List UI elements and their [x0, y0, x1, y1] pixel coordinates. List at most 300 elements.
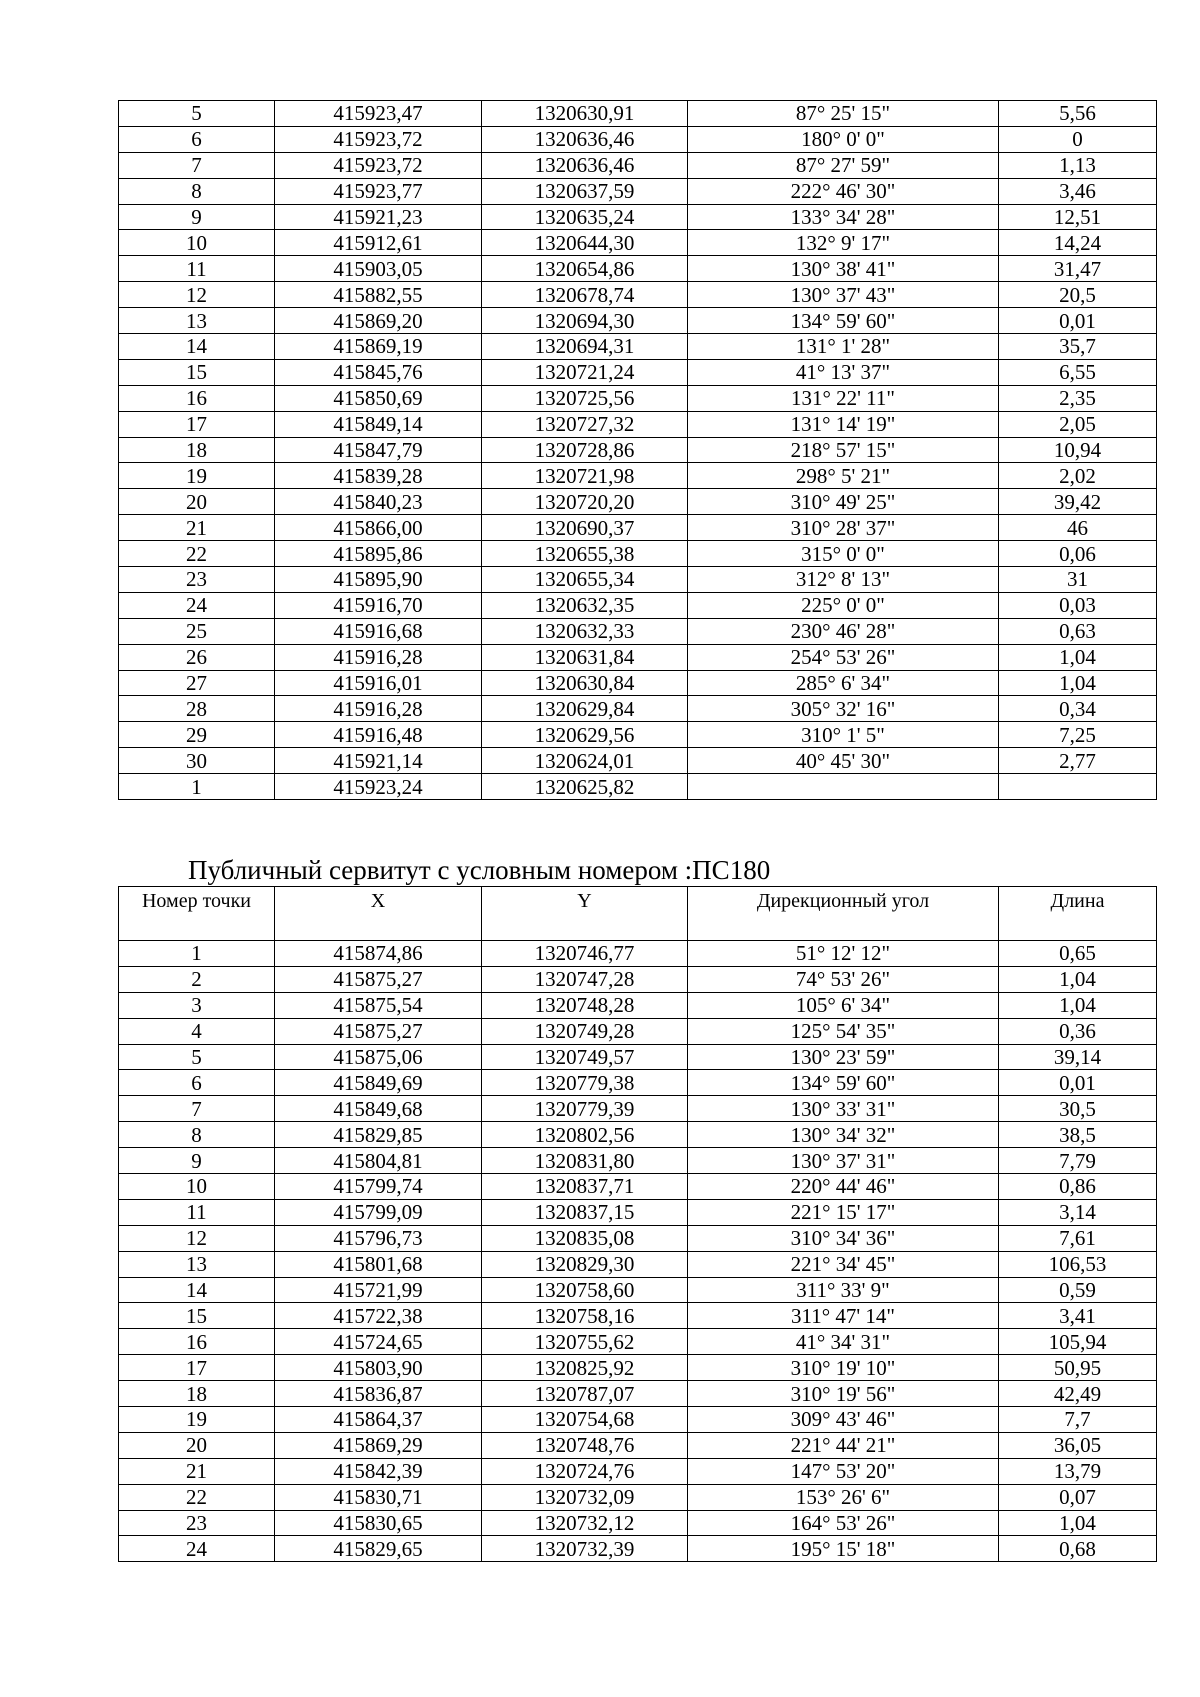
- cell-y: 1320732,39: [482, 1536, 688, 1562]
- table-row: [119, 1407, 1157, 1433]
- cell-point-number: 20: [119, 1432, 275, 1458]
- cell-direction-angle: 125° 54' 35": [688, 1018, 999, 1044]
- cell-x: 415847,79: [275, 437, 482, 463]
- cell-x: 415866,00: [275, 515, 482, 541]
- table-row: [119, 644, 1157, 670]
- cell-x: 415916,48: [275, 722, 482, 748]
- cell-point-number: 23: [119, 567, 275, 593]
- cell-point-number: 17: [119, 411, 275, 437]
- cell-y: 1320732,09: [482, 1484, 688, 1510]
- cell-y: 1320755,62: [482, 1329, 688, 1355]
- cell-x: 415895,86: [275, 541, 482, 567]
- cell-direction-angle: 195° 15' 18": [688, 1536, 999, 1562]
- cell-x: 415724,65: [275, 1329, 482, 1355]
- cell-length: 3,14: [999, 1199, 1157, 1225]
- table-row: [119, 567, 1157, 593]
- table-row: [119, 515, 1157, 541]
- cell-y: 1320694,31: [482, 334, 688, 360]
- table-row: [119, 1070, 1157, 1096]
- cell-length: 0: [999, 126, 1157, 152]
- table-row: [119, 966, 1157, 992]
- cell-point-number: 17: [119, 1355, 275, 1381]
- cell-direction-angle: 180° 0' 0": [688, 126, 999, 152]
- cell-length: 0,01: [999, 1070, 1157, 1096]
- table-row: [119, 1432, 1157, 1458]
- table-row: [119, 1510, 1157, 1536]
- table-row: [119, 941, 1157, 967]
- cell-x: 415801,68: [275, 1251, 482, 1277]
- cell-direction-angle: 310° 49' 25": [688, 489, 999, 515]
- cell-y: 1320629,56: [482, 722, 688, 748]
- cell-y: 1320835,08: [482, 1225, 688, 1251]
- cell-x: 415849,14: [275, 411, 482, 437]
- cell-direction-angle: 221° 44' 21": [688, 1432, 999, 1458]
- cell-length: 2,02: [999, 463, 1157, 489]
- cell-direction-angle: 130° 34' 32": [688, 1122, 999, 1148]
- cell-direction-angle: 311° 33' 9": [688, 1277, 999, 1303]
- table-row: [119, 1329, 1157, 1355]
- header-point-number: Номер точки: [119, 887, 275, 941]
- table-row: [119, 230, 1157, 256]
- cell-direction-angle: 131° 14' 19": [688, 411, 999, 437]
- cell-y: 1320635,24: [482, 204, 688, 230]
- cell-point-number: 2: [119, 966, 275, 992]
- cell-x: 415882,55: [275, 282, 482, 308]
- cell-length: 39,42: [999, 489, 1157, 515]
- table-row: [119, 463, 1157, 489]
- cell-x: 415916,01: [275, 670, 482, 696]
- table-row: [119, 1277, 1157, 1303]
- cell-x: 415796,73: [275, 1225, 482, 1251]
- cell-direction-angle: 131° 1' 28": [688, 334, 999, 360]
- cell-y: 1320721,98: [482, 463, 688, 489]
- cell-length: 36,05: [999, 1432, 1157, 1458]
- cell-length: 2,05: [999, 411, 1157, 437]
- cell-length: 1,04: [999, 1510, 1157, 1536]
- cell-x: 415829,85: [275, 1122, 482, 1148]
- cell-point-number: 9: [119, 204, 275, 230]
- cell-length: 10,94: [999, 437, 1157, 463]
- table-row: [119, 670, 1157, 696]
- cell-length: 0,01: [999, 308, 1157, 334]
- cell-x: 415923,72: [275, 152, 482, 178]
- cell-y: 1320748,76: [482, 1432, 688, 1458]
- cell-x: 415916,70: [275, 592, 482, 618]
- cell-x: 415869,19: [275, 334, 482, 360]
- cell-point-number: 30: [119, 748, 275, 774]
- cell-length: 14,24: [999, 230, 1157, 256]
- cell-direction-angle: 133° 34' 28": [688, 204, 999, 230]
- cell-y: 1320727,32: [482, 411, 688, 437]
- cell-length: 7,7: [999, 1407, 1157, 1433]
- table-row: [119, 992, 1157, 1018]
- table-row: [119, 696, 1157, 722]
- cell-direction-angle: 130° 37' 31": [688, 1148, 999, 1174]
- cell-direction-angle: 285° 6' 34": [688, 670, 999, 696]
- cell-point-number: 9: [119, 1148, 275, 1174]
- cell-y: 1320690,37: [482, 515, 688, 541]
- header-length: Длина: [999, 887, 1157, 941]
- cell-x: 415875,54: [275, 992, 482, 1018]
- cell-x: 415864,37: [275, 1407, 482, 1433]
- cell-point-number: 11: [119, 256, 275, 282]
- cell-point-number: 7: [119, 152, 275, 178]
- cell-length: 5,56: [999, 101, 1157, 127]
- cell-direction-angle: 311° 47' 14": [688, 1303, 999, 1329]
- cell-direction-angle: 164° 53' 26": [688, 1510, 999, 1536]
- cell-point-number: 8: [119, 178, 275, 204]
- cell-direction-angle: 87° 25' 15": [688, 101, 999, 127]
- table-row: [119, 722, 1157, 748]
- cell-x: 415923,47: [275, 101, 482, 127]
- cell-x: 415903,05: [275, 256, 482, 282]
- cell-direction-angle: [688, 774, 999, 800]
- cell-length: 0,06: [999, 541, 1157, 567]
- cell-y: 1320644,30: [482, 230, 688, 256]
- cell-y: 1320758,16: [482, 1303, 688, 1329]
- cell-x: 415875,06: [275, 1044, 482, 1070]
- cell-direction-angle: 51° 12' 12": [688, 941, 999, 967]
- cell-x: 415895,90: [275, 567, 482, 593]
- cell-length: 38,5: [999, 1122, 1157, 1148]
- cell-point-number: 8: [119, 1122, 275, 1148]
- cell-length: 1,13: [999, 152, 1157, 178]
- cell-x: 415916,28: [275, 644, 482, 670]
- cell-length: 7,79: [999, 1148, 1157, 1174]
- cell-point-number: 21: [119, 515, 275, 541]
- cell-direction-angle: 147° 53' 20": [688, 1458, 999, 1484]
- coordinates-table-pc180: [118, 886, 1157, 1562]
- cell-direction-angle: 221° 34' 45": [688, 1251, 999, 1277]
- table-row: [119, 1174, 1157, 1200]
- cell-direction-angle: 230° 46' 28": [688, 618, 999, 644]
- cell-point-number: 19: [119, 1407, 275, 1433]
- cell-x: 415840,23: [275, 489, 482, 515]
- table-row: [119, 1122, 1157, 1148]
- cell-direction-angle: 298° 5' 21": [688, 463, 999, 489]
- cell-y: 1320625,82: [482, 774, 688, 800]
- cell-direction-angle: 310° 1' 5": [688, 722, 999, 748]
- cell-point-number: 3: [119, 992, 275, 1018]
- cell-y: 1320721,24: [482, 359, 688, 385]
- cell-length: 6,55: [999, 359, 1157, 385]
- table-row: [119, 282, 1157, 308]
- cell-x: 415829,65: [275, 1536, 482, 1562]
- cell-y: 1320732,12: [482, 1510, 688, 1536]
- cell-x: 415923,77: [275, 178, 482, 204]
- cell-x: 415836,87: [275, 1381, 482, 1407]
- cell-length: 0,34: [999, 696, 1157, 722]
- cell-length: 13,79: [999, 1458, 1157, 1484]
- cell-x: 415912,61: [275, 230, 482, 256]
- cell-y: 1320747,28: [482, 966, 688, 992]
- cell-direction-angle: 74° 53' 26": [688, 966, 999, 992]
- cell-x: 415722,38: [275, 1303, 482, 1329]
- cell-x: 415916,68: [275, 618, 482, 644]
- cell-x: 415803,90: [275, 1355, 482, 1381]
- cell-y: 1320636,46: [482, 126, 688, 152]
- cell-y: 1320787,07: [482, 1381, 688, 1407]
- cell-x: 415721,99: [275, 1277, 482, 1303]
- cell-y: 1320748,28: [482, 992, 688, 1018]
- cell-y: 1320746,77: [482, 941, 688, 967]
- cell-point-number: 12: [119, 1225, 275, 1251]
- cell-y: 1320678,74: [482, 282, 688, 308]
- cell-x: 415921,14: [275, 748, 482, 774]
- table-row: [119, 1199, 1157, 1225]
- table-row: [119, 101, 1157, 127]
- cell-point-number: 16: [119, 385, 275, 411]
- cell-x: 415850,69: [275, 385, 482, 411]
- cell-length: 30,5: [999, 1096, 1157, 1122]
- table-row: [119, 178, 1157, 204]
- cell-y: 1320632,35: [482, 592, 688, 618]
- cell-direction-angle: 134° 59' 60": [688, 308, 999, 334]
- cell-direction-angle: 130° 38' 41": [688, 256, 999, 282]
- cell-direction-angle: 220° 44' 46": [688, 1174, 999, 1200]
- cell-point-number: 24: [119, 1536, 275, 1562]
- cell-length: 39,14: [999, 1044, 1157, 1070]
- cell-length: 7,25: [999, 722, 1157, 748]
- cell-direction-angle: 40° 45' 30": [688, 748, 999, 774]
- cell-direction-angle: 225° 0' 0": [688, 592, 999, 618]
- coordinates-table-body: [119, 941, 1157, 1562]
- cell-x: 415923,24: [275, 774, 482, 800]
- cell-direction-angle: 131° 22' 11": [688, 385, 999, 411]
- table-row: [119, 256, 1157, 282]
- cell-point-number: 1: [119, 941, 275, 967]
- cell-y: 1320837,71: [482, 1174, 688, 1200]
- header-row: [119, 887, 1157, 941]
- table-row: [119, 1096, 1157, 1122]
- cell-point-number: 15: [119, 1303, 275, 1329]
- table-row: [119, 385, 1157, 411]
- table-row: [119, 592, 1157, 618]
- cell-length: 3,46: [999, 178, 1157, 204]
- cell-length: 2,35: [999, 385, 1157, 411]
- cell-point-number: 29: [119, 722, 275, 748]
- table-row: [119, 1225, 1157, 1251]
- cell-x: 415799,74: [275, 1174, 482, 1200]
- cell-point-number: 18: [119, 437, 275, 463]
- cell-length: 1,04: [999, 670, 1157, 696]
- cell-length: 1,04: [999, 644, 1157, 670]
- cell-length: 105,94: [999, 1329, 1157, 1355]
- cell-point-number: 27: [119, 670, 275, 696]
- cell-x: 415875,27: [275, 966, 482, 992]
- cell-direction-angle: 130° 33' 31": [688, 1096, 999, 1122]
- cell-point-number: 6: [119, 1070, 275, 1096]
- cell-point-number: 23: [119, 1510, 275, 1536]
- cell-point-number: 14: [119, 334, 275, 360]
- cell-x: 415921,23: [275, 204, 482, 230]
- table-row: [119, 411, 1157, 437]
- cell-length: [999, 774, 1157, 800]
- header-direction-angle: Дирекционный угол: [688, 887, 999, 941]
- cell-point-number: 5: [119, 1044, 275, 1070]
- cell-x: 415869,29: [275, 1432, 482, 1458]
- cell-point-number: 22: [119, 1484, 275, 1510]
- cell-length: 0,65: [999, 941, 1157, 967]
- cell-length: 0,03: [999, 592, 1157, 618]
- cell-x: 415916,28: [275, 696, 482, 722]
- cell-y: 1320754,68: [482, 1407, 688, 1433]
- cell-y: 1320632,33: [482, 618, 688, 644]
- table-row: [119, 1458, 1157, 1484]
- cell-direction-angle: 312° 8' 13": [688, 567, 999, 593]
- cell-point-number: 24: [119, 592, 275, 618]
- cell-direction-angle: 218° 57' 15": [688, 437, 999, 463]
- cell-point-number: 19: [119, 463, 275, 489]
- table-row: [119, 1303, 1157, 1329]
- cell-y: 1320728,86: [482, 437, 688, 463]
- cell-direction-angle: 132° 9' 17": [688, 230, 999, 256]
- cell-y: 1320837,15: [482, 1199, 688, 1225]
- table-row: [119, 1018, 1157, 1044]
- cell-direction-angle: 221° 15' 17": [688, 1199, 999, 1225]
- cell-y: 1320637,59: [482, 178, 688, 204]
- cell-y: 1320694,30: [482, 308, 688, 334]
- cell-x: 415839,28: [275, 463, 482, 489]
- cell-length: 0,63: [999, 618, 1157, 644]
- cell-direction-angle: 134° 59' 60": [688, 1070, 999, 1096]
- cell-y: 1320725,56: [482, 385, 688, 411]
- table-row: [119, 126, 1157, 152]
- cell-length: 0,36: [999, 1018, 1157, 1044]
- cell-point-number: 11: [119, 1199, 275, 1225]
- cell-length: 1,04: [999, 992, 1157, 1018]
- cell-point-number: 21: [119, 1458, 275, 1484]
- cell-point-number: 1: [119, 774, 275, 800]
- cell-y: 1320636,46: [482, 152, 688, 178]
- cell-x: 415874,86: [275, 941, 482, 967]
- cell-length: 0,59: [999, 1277, 1157, 1303]
- cell-y: 1320624,01: [482, 748, 688, 774]
- table-row: [119, 334, 1157, 360]
- cell-length: 3,41: [999, 1303, 1157, 1329]
- table-row: [119, 308, 1157, 334]
- table-row: [119, 541, 1157, 567]
- cell-x: 415799,09: [275, 1199, 482, 1225]
- table-row: [119, 1381, 1157, 1407]
- cell-y: 1320758,60: [482, 1277, 688, 1303]
- cell-point-number: 5: [119, 101, 275, 127]
- cell-y: 1320630,91: [482, 101, 688, 127]
- table-row: [119, 1355, 1157, 1381]
- cell-x: 415849,68: [275, 1096, 482, 1122]
- cell-x: 415830,65: [275, 1510, 482, 1536]
- cell-length: 7,61: [999, 1225, 1157, 1251]
- cell-x: 415845,76: [275, 359, 482, 385]
- cell-length: 0,07: [999, 1484, 1157, 1510]
- cell-length: 1,04: [999, 966, 1157, 992]
- cell-y: 1320802,56: [482, 1122, 688, 1148]
- cell-x: 415849,69: [275, 1070, 482, 1096]
- table-row: [119, 1044, 1157, 1070]
- table-row: [119, 1484, 1157, 1510]
- table-row: [119, 204, 1157, 230]
- cell-length: 2,77: [999, 748, 1157, 774]
- section-title: Публичный сервитут с условным номером :ПС180: [188, 855, 771, 885]
- cell-point-number: 28: [119, 696, 275, 722]
- cell-y: 1320831,80: [482, 1148, 688, 1174]
- cell-length: 106,53: [999, 1251, 1157, 1277]
- cell-point-number: 14: [119, 1277, 275, 1303]
- header-y: Y: [482, 887, 688, 941]
- cell-length: 20,5: [999, 282, 1157, 308]
- cell-direction-angle: 310° 19' 56": [688, 1381, 999, 1407]
- cell-y: 1320825,92: [482, 1355, 688, 1381]
- cell-point-number: 16: [119, 1329, 275, 1355]
- cell-x: 415875,27: [275, 1018, 482, 1044]
- table-row: [119, 1251, 1157, 1277]
- cell-length: 35,7: [999, 334, 1157, 360]
- cell-y: 1320654,86: [482, 256, 688, 282]
- cell-y: 1320829,30: [482, 1251, 688, 1277]
- cell-x: 415804,81: [275, 1148, 482, 1174]
- cell-length: 31: [999, 567, 1157, 593]
- cell-x: 415842,39: [275, 1458, 482, 1484]
- cell-y: 1320779,38: [482, 1070, 688, 1096]
- cell-direction-angle: 105° 6' 34": [688, 992, 999, 1018]
- cell-y: 1320779,39: [482, 1096, 688, 1122]
- table-row: [119, 437, 1157, 463]
- cell-point-number: 10: [119, 230, 275, 256]
- cell-y: 1320629,84: [482, 696, 688, 722]
- table-row: [119, 489, 1157, 515]
- table-row: [119, 748, 1157, 774]
- cell-point-number: 6: [119, 126, 275, 152]
- cell-point-number: 13: [119, 1251, 275, 1277]
- cell-direction-angle: 87° 27' 59": [688, 152, 999, 178]
- table-row: [119, 1148, 1157, 1174]
- cell-direction-angle: 41° 13' 37": [688, 359, 999, 385]
- cell-point-number: 26: [119, 644, 275, 670]
- cell-direction-angle: 315° 0' 0": [688, 541, 999, 567]
- table-row: [119, 152, 1157, 178]
- cell-point-number: 12: [119, 282, 275, 308]
- cell-direction-angle: 310° 19' 10": [688, 1355, 999, 1381]
- coordinates-table-body: [119, 101, 1157, 800]
- cell-direction-angle: 309° 43' 46": [688, 1407, 999, 1433]
- table-row: [119, 618, 1157, 644]
- cell-point-number: 7: [119, 1096, 275, 1122]
- cell-length: 50,95: [999, 1355, 1157, 1381]
- cell-direction-angle: 130° 37' 43": [688, 282, 999, 308]
- cell-length: 31,47: [999, 256, 1157, 282]
- cell-x: 415923,72: [275, 126, 482, 152]
- table-row: [119, 774, 1157, 800]
- coordinates-table-continued: [118, 100, 1157, 800]
- cell-point-number: 4: [119, 1018, 275, 1044]
- cell-direction-angle: 305° 32' 16": [688, 696, 999, 722]
- cell-y: 1320749,57: [482, 1044, 688, 1070]
- cell-direction-angle: 41° 34' 31": [688, 1329, 999, 1355]
- table-row: [119, 359, 1157, 385]
- cell-point-number: 25: [119, 618, 275, 644]
- cell-length: 0,86: [999, 1174, 1157, 1200]
- cell-point-number: 15: [119, 359, 275, 385]
- cell-direction-angle: 222° 46' 30": [688, 178, 999, 204]
- cell-point-number: 20: [119, 489, 275, 515]
- cell-point-number: 18: [119, 1381, 275, 1407]
- cell-point-number: 22: [119, 541, 275, 567]
- cell-length: 46: [999, 515, 1157, 541]
- cell-y: 1320631,84: [482, 644, 688, 670]
- cell-point-number: 13: [119, 308, 275, 334]
- header-x: X: [275, 887, 482, 941]
- cell-direction-angle: 310° 28' 37": [688, 515, 999, 541]
